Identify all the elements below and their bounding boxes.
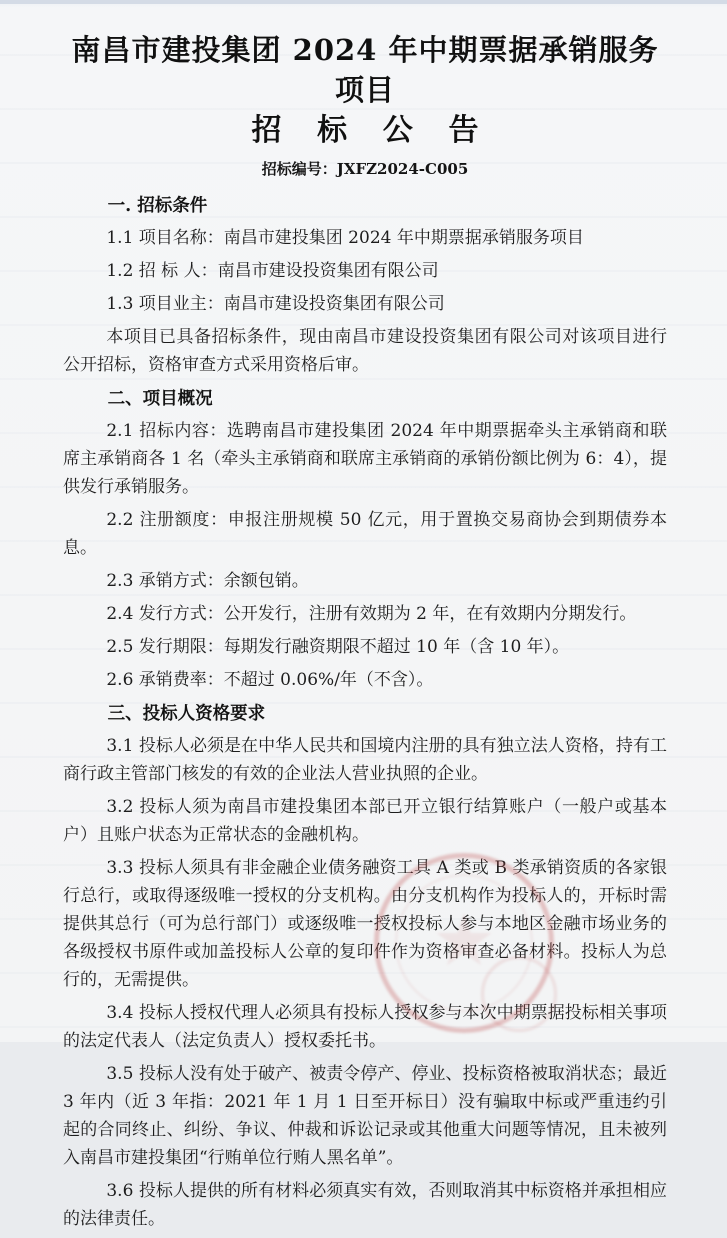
para-project-name: 1.1 项目名称：南昌市建投集团 2024 年中期票据承销服务项目 bbox=[106, 228, 584, 248]
para-issuance-method: 2.4 发行方式：公开发行，注册有效期为 2 年，在有效期内分期发行。 bbox=[106, 604, 637, 624]
document-content bbox=[63, 30, 667, 1238]
seal-star-icon: ★ bbox=[431, 898, 497, 983]
para-registration-quota: 2.2 注册额度：申报注册规模 50 亿元，用于置换交易商协会到期债券本息。 bbox=[63, 510, 667, 558]
para-underwriting-rate: 2.6 承销费率：不超过 0.06%/年（不含）。 bbox=[106, 670, 434, 690]
document-title-line2: 招 标 公 告 bbox=[251, 113, 492, 148]
para-qualification-3-4: 3.4 投标人授权代理人必须具有投标人授权参与本次中期票据投标相关事项的法定代表人（法定负责人）授权委托书。 bbox=[63, 1003, 667, 1051]
para-tender-content: 2.1 招标内容：选聘南昌市建投集团 2024 年中期票据牵头主承销商和联席主承销商各 1 名（牵头主承销商和联席主承销商的承销份额比例为 6：4），提供发行承销服务。 bbox=[63, 421, 667, 497]
document-title-line1: 南昌市建投集团 2024 年中期票据承销服务项目 bbox=[71, 33, 659, 107]
section-3-heading: 三、投标人资格要求 bbox=[107, 704, 266, 724]
para-qualification-3-5: 3.5 投标人没有处于破产、被责令停产、停业、投标资格被取消状态；最近 3 年内（近 3 年指：2021 年 1 月 1 日至开标日）没有骗取中标或严重违约引起的合同终止、纠纷、争议、仲裁和诉讼记录或其他重大问题等情况，且未被列入南昌市建投集团“行贿单位行贿人黑名单”。 bbox=[63, 1064, 667, 1168]
para-qualification-3-6: 3.6 投标人提供的所有材料必须真实有效，否则取消其中标资格并承担相应的法律责任。 bbox=[63, 1181, 667, 1229]
tender-number: 招标编号：JXFZ2024-C005 bbox=[261, 160, 469, 178]
para-underwriting-method: 2.3 承销方式：余额包销。 bbox=[106, 571, 309, 591]
para-qualification-3-1: 3.1 投标人必须是在中华人民共和国境内注册的具有独立法人资格，持有工商行政主管部门核发的有效的企业法人营业执照的企业。 bbox=[63, 736, 667, 784]
para-qualification-3-2: 3.2 投标人须为南昌市建投集团本部已开立银行结算账户（一般户或基本户）且账户状态为正常状态的金融机构。 bbox=[63, 797, 667, 845]
para-tender-conditions: 本项目已具备招标条件，现由南昌市建设投资集团有限公司对该项目进行公开招标，资格审查方式采用资格后审。 bbox=[63, 327, 667, 375]
section-2-heading: 二、项目概况 bbox=[107, 389, 213, 409]
para-tenderee: 1.2 招 标 人：南昌市建设投资集团有限公司 bbox=[106, 261, 439, 281]
scan-top-edge bbox=[0, 0, 727, 4]
para-issuance-term: 2.5 发行期限：每期发行融资期限不超过 10 年（含 10 年）。 bbox=[106, 637, 570, 657]
para-project-owner: 1.3 项目业主：南昌市建设投资集团有限公司 bbox=[106, 294, 445, 314]
para-qualification-3-3: 3.3 投标人须具有非金融企业债务融资工具 A 类或 B 类承销资质的各家银行总行，或取得逐级唯一授权的分支机构。由分支机构作为投标人的，开标时需提供其总行（可为总行部门）或逐级唯一授权投标人参与本地区金融市场业务的各级授权书原件或加盖投标人公章的复印件作为资格审查必备材料。投标人为总行的，无需提供。 bbox=[63, 858, 667, 990]
section-1-heading: 一. 招标条件 bbox=[107, 196, 208, 216]
